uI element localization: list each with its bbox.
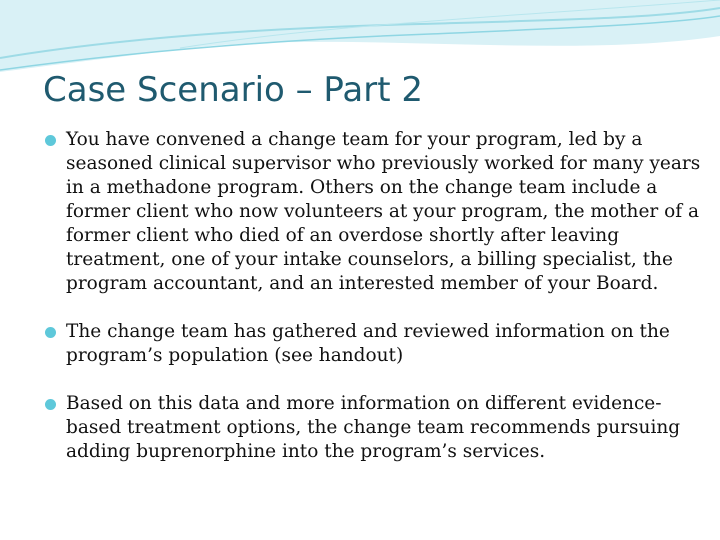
bullet-item-recommendation — [45, 392, 710, 464]
slide-title: Case Scenario – Part 2 — [43, 70, 423, 110]
bullet-item-population — [45, 320, 710, 368]
bullet-text: Based on this data and more information on different evidence-based treatment options, the change team recommends pursuing adding buprenorphine into the program’s services. — [66, 393, 681, 462]
bullet-text: You have convened a change team for your program, led by a seasoned clinical supervisor who previously worked for many years in a methadone program. Others on the change team include a former client who now volunteers at your program, the mother of a former client who died of an overdose shortly after leaving treatment, one of your intake counselors, a billing specialist, the program accountant, and an interested member of your Board. — [66, 129, 701, 294]
bullet-list — [45, 128, 710, 464]
bullet-text: The change team has gathered and reviewed information on the program’s population (see handout) — [66, 321, 670, 366]
bullet-dot-icon — [45, 399, 56, 410]
bullet-dot-icon — [45, 135, 56, 146]
bullet-dot-icon — [45, 327, 56, 338]
bullet-item-change-team — [45, 128, 710, 296]
